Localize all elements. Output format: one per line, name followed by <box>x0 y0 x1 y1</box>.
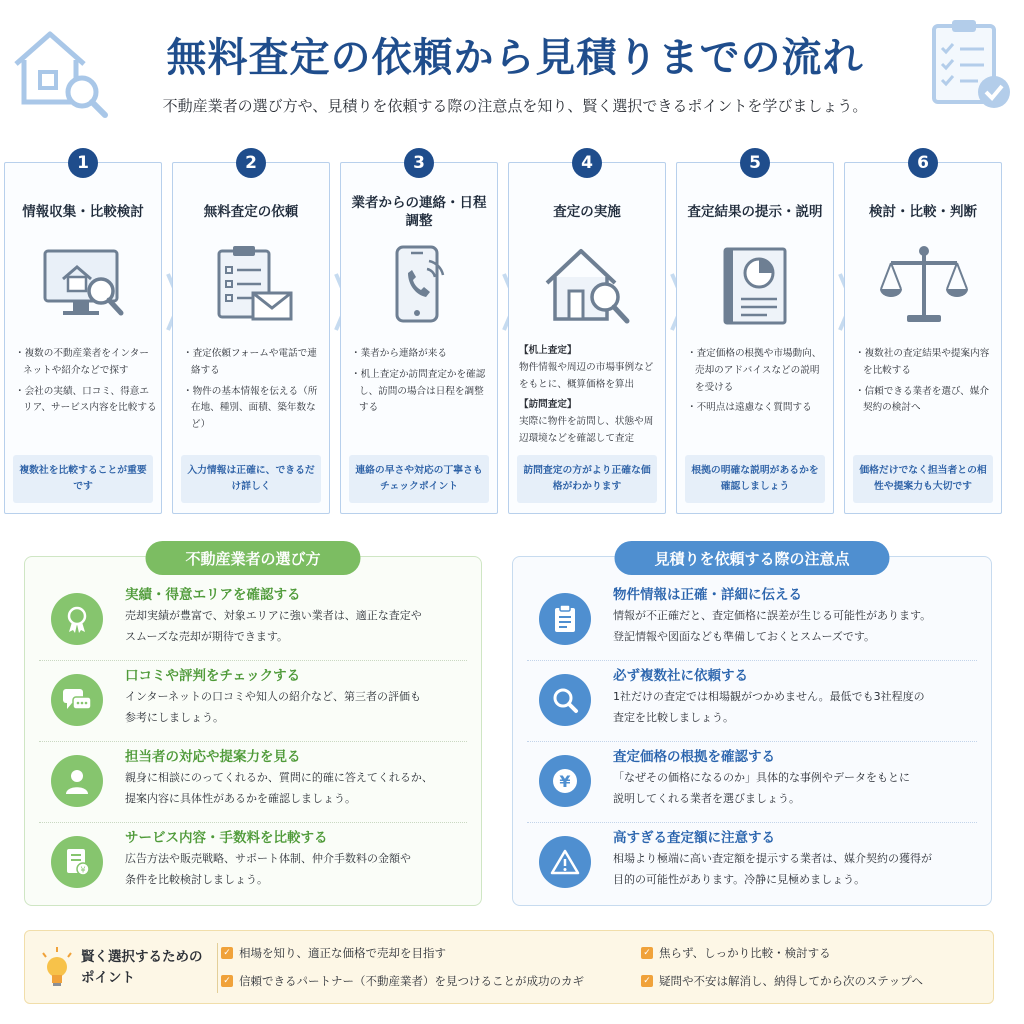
speech-bubbles-icon <box>51 674 103 726</box>
step-card-2 <box>172 162 330 514</box>
item-title: 物件情報は正確・詳細に伝える <box>613 587 802 603</box>
item-title: 査定価格の根拠を確認する <box>613 749 775 765</box>
list-item <box>25 581 481 661</box>
checkbox-checked-icon: ✓ <box>221 975 233 987</box>
step-title: 査定結果の提示・説明 <box>687 203 823 220</box>
svg-text:¥: ¥ <box>559 772 571 791</box>
divider <box>39 741 467 742</box>
step-bullet: ・不明点は遠慮なく質問する <box>687 402 812 414</box>
step-body <box>687 346 829 421</box>
magnifier-icon <box>539 674 591 726</box>
list-item <box>25 824 481 904</box>
house-search-icon <box>10 22 110 118</box>
tips-footer <box>24 930 994 1004</box>
item-line: 参考にしましょう。 <box>125 711 224 725</box>
step-card-5 <box>676 162 834 514</box>
step-bullet: ・業者から連絡が来る <box>351 348 447 359</box>
list-item <box>513 824 991 904</box>
item-text <box>613 848 932 891</box>
document-yen-icon <box>51 836 103 888</box>
step-body <box>351 346 493 421</box>
clipboard-icon <box>539 593 591 645</box>
divider <box>527 660 977 661</box>
divider <box>39 822 467 823</box>
step-card-3 <box>340 162 498 514</box>
lightbulb-icon <box>37 945 77 991</box>
step-card-6 <box>844 162 1002 514</box>
tip-text: 疑問や不安は解消し、納得してから次のステップへ <box>659 974 924 988</box>
step-bullet: ・査定価格の根拠や市場動向、売却のアドバイスなどの説明を受ける <box>687 348 822 393</box>
item-text <box>125 767 433 810</box>
tip-text: 信頼できるパートナー（不動産業者）を見つけることが成功のカギ <box>239 974 584 988</box>
step-body <box>183 346 325 438</box>
list-item <box>513 662 991 742</box>
item-text <box>613 767 910 810</box>
step-number-3: 3 <box>404 148 434 178</box>
computer-house-search-icon <box>39 243 129 329</box>
item-line: 広告方法や販売戦略、サポート体制、仲介手数料の金額や <box>125 852 411 865</box>
tip-item <box>221 945 446 961</box>
step-body <box>855 346 997 421</box>
desk-assessment-label: 【机上査定】 <box>519 345 577 356</box>
step-body <box>519 341 661 452</box>
item-line: 査定を比較しましょう。 <box>613 711 734 725</box>
item-line: 「なぜその価格になるのか」具体的な事例やデータをもとに <box>613 771 910 784</box>
report-chart-icon <box>711 243 801 329</box>
divider <box>217 943 218 993</box>
step-bullet: ・会社の実績、口コミ、得意エリア、サービス内容を比較する <box>15 385 157 414</box>
item-title: サービス内容・手数料を比較する <box>125 830 328 846</box>
step-title: 業者からの連絡・日程調整 <box>351 194 487 229</box>
item-line: 親身に相談にのってくれるか、質問に的確に答えてくれるか、 <box>125 771 433 784</box>
step-bullet: ・複数社の査定結果や提案内容を比較する <box>855 348 990 376</box>
step-body <box>15 346 157 421</box>
list-item <box>25 743 481 823</box>
step-note: 複数社を比較することが重要です <box>13 455 153 503</box>
step-number-1: 1 <box>68 148 98 178</box>
warning-icon <box>539 836 591 888</box>
tip-text: 相場を知り、適正な価格で売却を目指す <box>239 946 446 960</box>
step-title: 無料査定の依頼 <box>203 203 299 220</box>
item-line: インターネットの口コミや知人の紹介など、第三者の評価も <box>125 690 422 703</box>
item-text <box>125 605 422 648</box>
checkbox-checked-icon: ✓ <box>641 947 653 959</box>
smartphone-call-icon <box>375 243 465 329</box>
footer-title: 賢く選択するためのポイント <box>81 949 203 986</box>
step-title: 査定の実施 <box>553 203 621 220</box>
panel-heading: 不動産業者の選び方 <box>145 541 360 575</box>
step-number-4: 4 <box>572 148 602 178</box>
house-magnifier-icon <box>543 243 633 329</box>
item-line: 売却実績が豊富で、対象エリアに強い業者は、適正な査定や <box>125 609 422 622</box>
item-line: 提案内容に具体性があるかを確認しましょう。 <box>125 792 356 806</box>
step-note: 訪問査定の方がより正確な価格がわかります <box>517 455 657 503</box>
step-bullet: ・査定依頼フォームや電話で連絡する <box>183 348 317 376</box>
checkbox-checked-icon: ✓ <box>641 975 653 987</box>
award-ribbon-icon <box>51 593 103 645</box>
step-number-2: 2 <box>236 148 266 178</box>
list-item <box>513 743 991 823</box>
step-bullet: ・複数の不動産業者をインターネットや紹介などで探す <box>15 348 149 376</box>
tip-item <box>641 945 831 961</box>
visit-assessment-label: 【訪問査定】 <box>519 399 577 411</box>
item-line: 説明してくれる業者を選びましょう。 <box>613 792 800 806</box>
step-note: 入力情報は正確に、できるだけ詳しく <box>181 455 321 503</box>
step-bullet: ・机上査定か訪問査定かを確認し、訪問の場合は日程を調整する <box>351 368 486 414</box>
checklist-icon <box>926 16 1016 112</box>
step-title: 情報収集・比較検討 <box>22 203 144 220</box>
item-line: 登記情報や図面なども準備しておくとスムーズです。 <box>613 630 876 644</box>
visit-assessment-text: 実際に物件を訪問し、状態や周辺環境などを確認して査定 <box>519 416 654 444</box>
divider <box>527 822 977 823</box>
step-note: 価格だけでなく担当者との相性や提案力も大切です <box>853 455 993 503</box>
item-title: 必ず複数社に依頼する <box>613 668 748 684</box>
tip-item <box>641 973 923 989</box>
process-steps <box>4 148 1020 518</box>
list-item <box>25 662 481 742</box>
step-number-6: 6 <box>908 148 938 178</box>
desk-assessment-text: 物件情報や周辺の市場事例などをもとに、概算価格を算出 <box>519 361 654 390</box>
scales-icon <box>879 243 969 329</box>
item-line: 目的の可能性があります。冷静に見極めましょう。 <box>613 873 866 887</box>
step-card-1 <box>4 162 162 514</box>
item-line: スムーズな売却が期待できます。 <box>125 630 289 644</box>
item-text <box>613 686 925 729</box>
tip-text: 焦らず、しっかり比較・検討する <box>659 946 831 960</box>
form-envelope-icon <box>207 243 297 329</box>
agent-selection-panel <box>24 549 482 906</box>
person-icon <box>51 755 103 807</box>
item-title: 担当者の対応や提案力を見る <box>125 749 301 765</box>
quote-cautions-panel <box>512 549 992 906</box>
item-text <box>125 848 411 891</box>
step-note: 根拠の明確な説明があるかを確認しましょう <box>685 455 825 503</box>
page-title: 無料査定の依頼から見積りまでの流れ <box>166 35 864 81</box>
item-title: 高すぎる査定額に注意する <box>613 830 775 846</box>
step-bullet: ・物件の基本情報を伝える（所在地、種別、面積、築年数など） <box>183 385 318 431</box>
step-note: 連絡の早さや対応の丁寧さもチェックポイント <box>349 455 489 503</box>
item-title: 口コミや評判をチェックする <box>125 668 301 684</box>
item-text <box>613 605 931 648</box>
step-title: 検討・比較・判断 <box>869 203 977 220</box>
svg-text:¥: ¥ <box>80 865 86 875</box>
panel-heading: 見積りを依頼する際の注意点 <box>614 541 889 575</box>
step-bullet: ・信頼できる業者を選び、媒介契約の検討へ <box>855 385 989 414</box>
divider <box>39 660 467 661</box>
page-subtitle: 不動産業者の選び方や、見積りを依頼する際の注意点を知り、賢く選択できるポイントを学びましょう。 <box>162 97 868 115</box>
step-number-5: 5 <box>740 148 770 178</box>
divider <box>527 741 977 742</box>
tip-item <box>221 973 584 989</box>
checkbox-checked-icon: ✓ <box>221 947 233 959</box>
yen-coin-icon <box>539 755 591 807</box>
item-title: 実績・得意エリアを確認する <box>125 587 301 603</box>
item-line: 相場より極端に高い査定額を提示する業者は、媒介契約の獲得が <box>613 852 932 865</box>
item-line: 情報が不正確だと、査定価格に誤差が生じる可能性があります。 <box>613 609 932 622</box>
item-line: 1社だけの査定では相場観がつかめません。最低でも3社程度の <box>613 690 925 703</box>
item-text <box>125 686 421 729</box>
step-card-4 <box>508 162 666 514</box>
item-line: 条件を比較検討しましょう。 <box>125 873 268 887</box>
list-item <box>513 581 991 661</box>
